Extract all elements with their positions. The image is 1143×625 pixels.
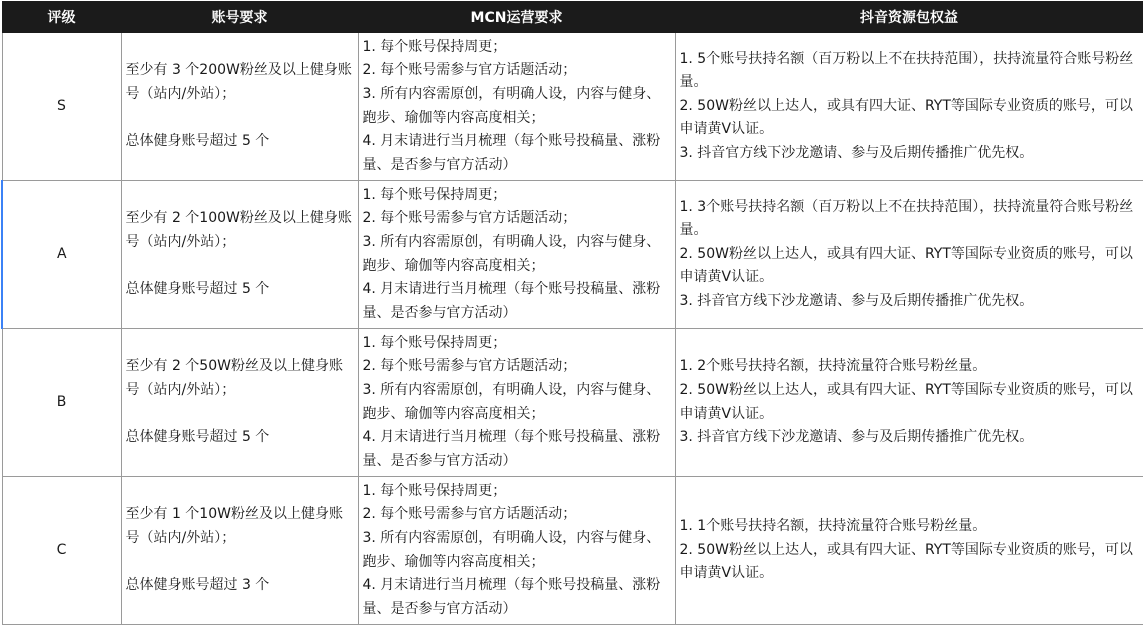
level-cell: B [2, 329, 121, 477]
table-row [2, 181, 1143, 329]
mcn-requirement-line: 3. 所有内容需原创，有明确人设，内容与健身、跑步、瑜伽等内容高度相关； [362, 233, 661, 274]
mcn-requirement-line: 1. 每个账号保持周更； [362, 186, 507, 203]
mcn-requirement-line: 1. 每个账号保持周更； [362, 334, 507, 351]
mcn-requirements-cell [358, 33, 675, 181]
mcn-requirements-cell [358, 477, 675, 625]
table-row [2, 477, 1143, 625]
mcn-requirement-line: 2. 每个账号需参与官方话题活动； [362, 358, 577, 375]
table-row [2, 329, 1143, 477]
mcn-requirement-line: 2. 每个账号需参与官方话题活动； [362, 210, 577, 227]
benefit-line: 1. 2个账号扶持名额，扶持流量符合账号粉丝量。 [679, 358, 987, 375]
benefits-cell [675, 33, 1143, 181]
mcn-requirement-line: 1. 每个账号保持周更； [362, 482, 507, 499]
mcn-requirement-line: 2. 每个账号需参与官方话题活动； [362, 62, 577, 79]
account-requirement-line: 总体健身账号超过 5 个 [125, 429, 270, 446]
account-requirement-line: 至少有 1 个10W粉丝及以上健身账号（站内/外站）； [125, 506, 343, 546]
mcn-requirement-line: 2. 每个账号需参与官方话题活动； [362, 506, 577, 523]
account-requirements-cell [121, 181, 358, 329]
benefit-line: 2. 50W粉丝以上达人，或具有四大证、RYT等国际专业资质的账号，可以申请黄V认证。 [679, 541, 1133, 582]
account-requirements-cell [121, 33, 358, 181]
benefit-line: 1. 3个账号扶持名额（百万粉以上不在扶持范围），扶持流量符合账号粉丝量。 [679, 198, 1134, 239]
mcn-requirement-line: 3. 所有内容需原创，有明确人设，内容与健身、跑步、瑜伽等内容高度相关； [362, 381, 661, 422]
level-cell: C [2, 477, 121, 625]
account-requirements-cell [121, 477, 358, 625]
account-requirements-cell [121, 329, 358, 477]
header-level: 评级 [2, 2, 121, 33]
benefit-line: 2. 50W粉丝以上达人，或具有四大证、RYT等国际专业资质的账号，可以申请黄V认证。 [679, 97, 1133, 138]
account-requirement-line: 至少有 2 个50W粉丝及以上健身账号（站内/外站）； [125, 358, 343, 398]
header-account-requirements: 账号要求 [121, 2, 358, 33]
account-requirement-line: 至少有 3 个200W粉丝及以上健身账号（站内/外站）； [125, 62, 352, 102]
table-row [2, 33, 1143, 181]
account-requirement-line: 总体健身账号超过 3 个 [125, 577, 270, 594]
benefit-line: 3. 抖音官方线下沙龙邀请、参与及后期传播推广优先权。 [679, 292, 1034, 309]
benefits-cell [675, 329, 1143, 477]
mcn-requirement-line: 4. 月末请进行当月梳理（每个账号投稿量、涨粉量、是否参与官方活动） [362, 429, 661, 469]
benefit-line: 2. 50W粉丝以上达人，或具有四大证、RYT等国际专业资质的账号，可以申请黄V认证。 [679, 245, 1133, 286]
benefit-line: 3. 抖音官方线下沙龙邀请、参与及后期传播推广优先权。 [679, 144, 1034, 161]
mcn-requirements-cell [358, 181, 675, 329]
benefit-line: 1. 5个账号扶持名额（百万粉以上不在扶持范围），扶持流量符合账号粉丝量。 [679, 50, 1134, 91]
header-row [2, 2, 1143, 33]
mcn-requirement-line: 3. 所有内容需原创，有明确人设，内容与健身、跑步、瑜伽等内容高度相关； [362, 85, 661, 126]
benefit-line: 1. 1个账号扶持名额，扶持流量符合账号粉丝量。 [679, 518, 987, 535]
account-requirement-line: 总体健身账号超过 5 个 [125, 281, 270, 298]
tier-table [1, 1, 1143, 625]
account-requirement-line: 至少有 2 个100W粉丝及以上健身账号（站内/外站）； [125, 210, 352, 250]
account-requirement-line: 总体健身账号超过 5 个 [125, 133, 270, 150]
benefit-line: 3. 抖音官方线下沙龙邀请、参与及后期传播推广优先权。 [679, 429, 1034, 446]
mcn-requirement-line: 4. 月末请进行当月梳理（每个账号投稿量、涨粉量、是否参与官方活动） [362, 577, 661, 617]
mcn-requirement-line: 1. 每个账号保持周更； [362, 38, 507, 55]
mcn-requirement-line: 4. 月末请进行当月梳理（每个账号投稿量、涨粉量、是否参与官方活动） [362, 281, 661, 321]
header-resource-benefits: 抖音资源包权益 [675, 2, 1143, 33]
benefits-cell [675, 181, 1143, 329]
mcn-requirement-line: 4. 月末请进行当月梳理（每个账号投稿量、涨粉量、是否参与官方活动） [362, 133, 661, 173]
benefit-line: 2. 50W粉丝以上达人，或具有四大证、RYT等国际专业资质的账号，可以申请黄V认证。 [679, 381, 1133, 422]
level-cell: A [2, 181, 121, 329]
level-cell: S [2, 33, 121, 181]
mcn-requirement-line: 3. 所有内容需原创，有明确人设，内容与健身、跑步、瑜伽等内容高度相关； [362, 529, 661, 570]
mcn-requirements-cell [358, 329, 675, 477]
header-mcn-requirements: MCN运营要求 [358, 2, 675, 33]
benefits-cell [675, 477, 1143, 625]
